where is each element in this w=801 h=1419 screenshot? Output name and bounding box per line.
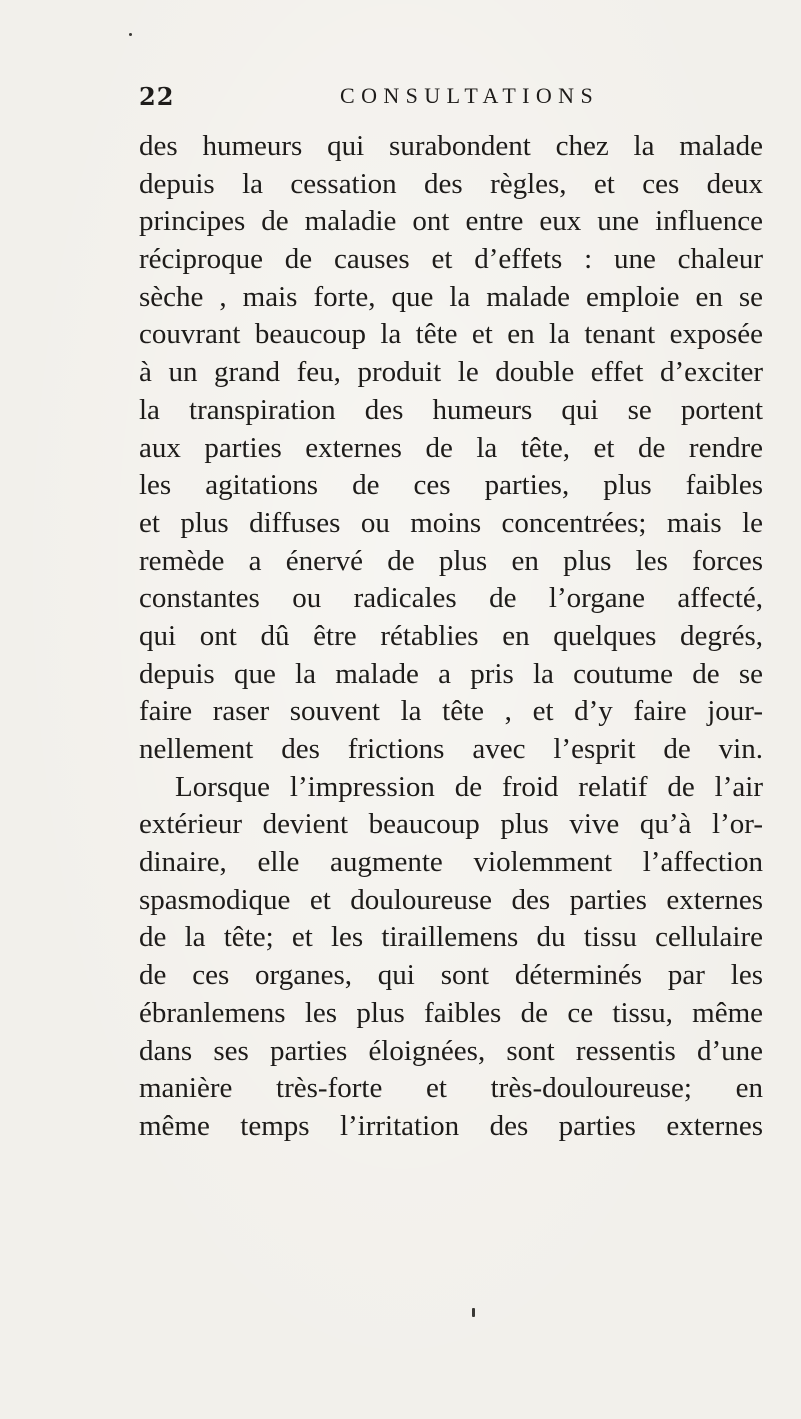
text-line: des humeurs qui surabondent chez la malade bbox=[139, 130, 763, 162]
text-line: manière très-forte et très-douloureuse; en bbox=[139, 1072, 763, 1105]
text-line: aux parties externes de la tête, et de rendre bbox=[139, 431, 763, 464]
running-head: CONSULTATIONS bbox=[340, 83, 600, 108]
text-line: remède a énervé de plus en plus les forces bbox=[139, 544, 763, 577]
text-line: qui ont dû être rétablies en quelques degrés, bbox=[139, 619, 763, 652]
text-line: réciproque de causes et d’effets : une chaleur bbox=[139, 243, 763, 276]
text-line: dans ses parties éloignées, sont ressentis d’une bbox=[139, 1034, 763, 1067]
text-line: extérieur devient beaucoup plus vive qu’à l’or- bbox=[139, 808, 763, 841]
text-line: faire raser souvent la tête , et d’y faire jour- bbox=[139, 695, 763, 728]
text-line: couvrant beaucoup la tête et en la tenant exposée bbox=[139, 318, 763, 351]
text-line: spasmodique et douloureuse des parties externes bbox=[139, 883, 763, 916]
text-line: de ces organes, qui sont déterminés par les bbox=[139, 959, 763, 992]
text-line: ébranlemens les plus faibles de ce tissu, même bbox=[139, 996, 763, 1029]
text-line: la transpiration des humeurs qui se portent bbox=[139, 393, 763, 426]
body-text bbox=[139, 128, 763, 1146]
page-number: 22 bbox=[139, 82, 175, 111]
text-line: à un grand feu, produit le double effet d’exciter bbox=[139, 356, 763, 389]
text-line: constantes ou radicales de l’organe affecté, bbox=[139, 582, 763, 615]
ink-speck bbox=[472, 1308, 475, 1317]
text-line: les agitations de ces parties, plus faibles bbox=[139, 469, 763, 502]
page-header bbox=[139, 82, 759, 118]
text-line: même temps l’irritation des parties externes bbox=[139, 1109, 763, 1142]
ink-speck bbox=[129, 33, 132, 36]
text-line: principes de maladie ont entre eux une influence bbox=[139, 205, 763, 238]
text-line: dinaire, elle augmente violemment l’affection bbox=[139, 846, 763, 879]
text-line: de la tête; et les tiraillemens du tissu cellulaire bbox=[139, 921, 763, 954]
paragraph-start-line: Lorsque l’impression de froid relatif de l’air bbox=[175, 770, 763, 803]
text-line: nellement des frictions avec l’esprit de vin. bbox=[139, 733, 763, 765]
text-line: et plus diffuses ou moins concentrées; mais le bbox=[139, 506, 763, 539]
text-line: depuis la cessation des règles, et ces deux bbox=[139, 167, 763, 200]
text-line: sèche , mais forte, que la malade emploie en se bbox=[139, 280, 763, 313]
text-line: depuis que la malade a pris la coutume de se bbox=[139, 657, 763, 690]
